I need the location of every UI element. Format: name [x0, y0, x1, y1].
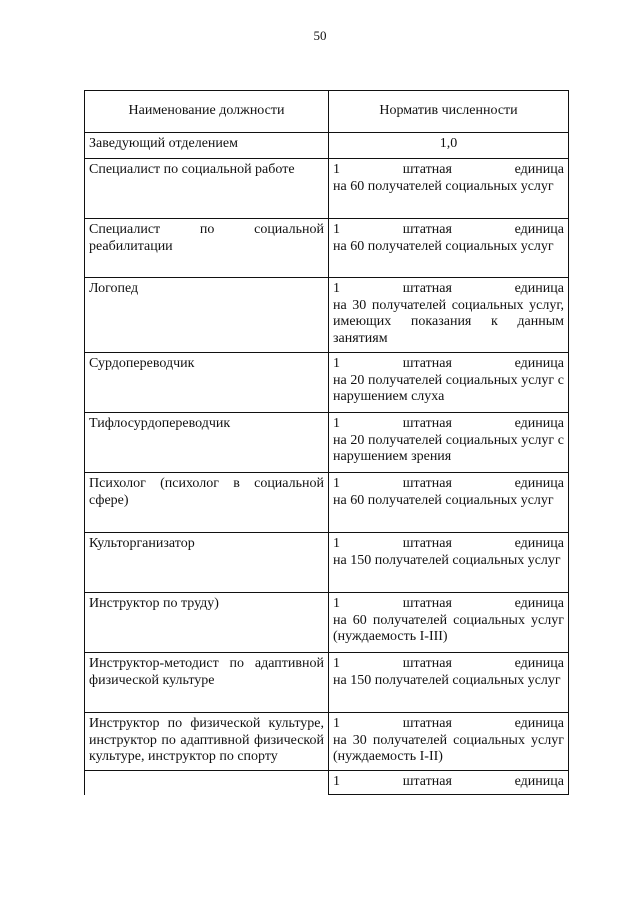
norm-rest: на 60 получателей социальных услуг (нуждаемость I-III) [333, 612, 564, 644]
norm-cell [329, 219, 569, 278]
norm-word: штатная [402, 281, 452, 296]
position-cell: Инструктор по физической культуре, инструктор по адаптивной физической культуре, инструктор по спорту [85, 713, 329, 771]
norm-rest: на 150 получателей социальных услуг [333, 672, 561, 688]
norm-first-line [333, 281, 564, 298]
norm-cell [329, 159, 569, 219]
norm-word: единица [514, 222, 564, 237]
table-row [85, 413, 569, 473]
norm-word: штатная [402, 476, 452, 491]
norm-word: штатная [402, 773, 452, 789]
norm-word: штатная [402, 596, 452, 611]
table-header-row [85, 91, 569, 133]
position-cell: Заведующий отделением [85, 133, 329, 159]
norm-first-line [333, 774, 564, 791]
table-row [85, 713, 569, 771]
position-cell: Инструктор-методист по адаптивной физической культуре [85, 653, 329, 713]
norm-word: единица [514, 162, 564, 177]
norm-rest: на 60 получателей социальных услуг [333, 492, 554, 508]
position-cell: Культорганизатор [85, 533, 329, 593]
header-position: Наименование должности [85, 91, 329, 133]
norm-word: штатная [402, 416, 452, 431]
position-cell: Сурдопереводчик [85, 353, 329, 413]
norm-first-line [333, 162, 564, 179]
norm-first-line [333, 656, 564, 673]
norm-word: штатная [402, 162, 452, 177]
norm-first-line [333, 716, 564, 733]
table-row [85, 278, 569, 353]
position-cell: Тифлосурдопереводчик [85, 413, 329, 473]
norm-cell [329, 473, 569, 533]
position-cell: Специалист по социальной реабилитации [85, 219, 329, 278]
table-row [85, 159, 569, 219]
norm-rest: на 150 получателей социальных услуг [333, 552, 561, 568]
norm-word: 1 [333, 536, 340, 551]
position-cell: Инструктор по труду) [85, 593, 329, 653]
table-row [85, 219, 569, 278]
norm-word: штатная [402, 536, 452, 551]
table-row [85, 133, 569, 159]
norm-first-line [333, 222, 564, 239]
norm-word: единица [514, 716, 564, 731]
norm-word: единица [514, 281, 564, 296]
position-cell: Специалист по социальной работе [85, 159, 329, 219]
norm-word: единица [514, 773, 564, 789]
table-row [85, 593, 569, 653]
norm-word: штатная [402, 222, 452, 237]
norm-rest: на 30 получателей социальных услуг (нуждаемость I-II) [333, 732, 564, 764]
header-norm: Норматив численности [329, 91, 569, 133]
page-number: 50 [313, 28, 327, 43]
norm-word: 1 [333, 476, 340, 491]
norm-first-line [333, 356, 564, 373]
norm-first-line [333, 476, 564, 493]
norm-word: 1 [333, 656, 340, 671]
norm-rest: на 20 получателей социальных услуг с нарушением слуха [333, 372, 564, 404]
position-cell-empty [85, 770, 329, 795]
table-row [85, 533, 569, 593]
norm-word: единица [514, 476, 564, 491]
norm-word: 1 [333, 716, 340, 731]
position-cell: Психолог (психолог в социальной сфере) [85, 473, 329, 533]
position-cell: Логопед [85, 278, 329, 353]
norm-word: 1 [333, 773, 340, 789]
norm-word: единица [514, 416, 564, 431]
norm-rest: на 60 получателей социальных услуг [333, 238, 554, 254]
norm-cell [329, 593, 569, 653]
norm-cell [329, 653, 569, 713]
norm-word: единица [514, 656, 564, 671]
norm-cell [329, 413, 569, 473]
norm-rest: на 20 получателей социальных услуг с нарушением зрения [333, 432, 564, 464]
staffing-table [84, 90, 569, 795]
table-row-partial [85, 770, 569, 795]
table-row [85, 353, 569, 413]
norm-cell: 1,0 [329, 133, 569, 159]
norm-word: единица [514, 536, 564, 551]
norm-first-line [333, 536, 564, 553]
norm-word: 1 [333, 222, 340, 237]
norm-cell [329, 713, 569, 771]
norm-rest: на 30 получателей социальных услуг, имеющих показания к данным занятиям [333, 297, 564, 346]
norm-first-line [333, 596, 564, 613]
norm-cell [329, 353, 569, 413]
norm-word: 1 [333, 416, 340, 431]
norm-word: единица [514, 356, 564, 371]
table-row [85, 653, 569, 713]
norm-cell [329, 278, 569, 353]
norm-word: 1 [333, 596, 340, 611]
norm-word: 1 [333, 356, 340, 371]
norm-word: единица [514, 596, 564, 611]
norm-word: 1 [333, 281, 340, 296]
norm-word: 1 [333, 162, 340, 177]
norm-cell [329, 533, 569, 593]
table-row [85, 473, 569, 533]
norm-word: штатная [402, 716, 452, 731]
norm-rest: на 60 получателей социальных услуг [333, 178, 554, 194]
norm-word: штатная [402, 656, 452, 671]
norm-word: штатная [402, 356, 452, 371]
norm-first-line [333, 416, 564, 433]
norm-cell [329, 770, 569, 795]
